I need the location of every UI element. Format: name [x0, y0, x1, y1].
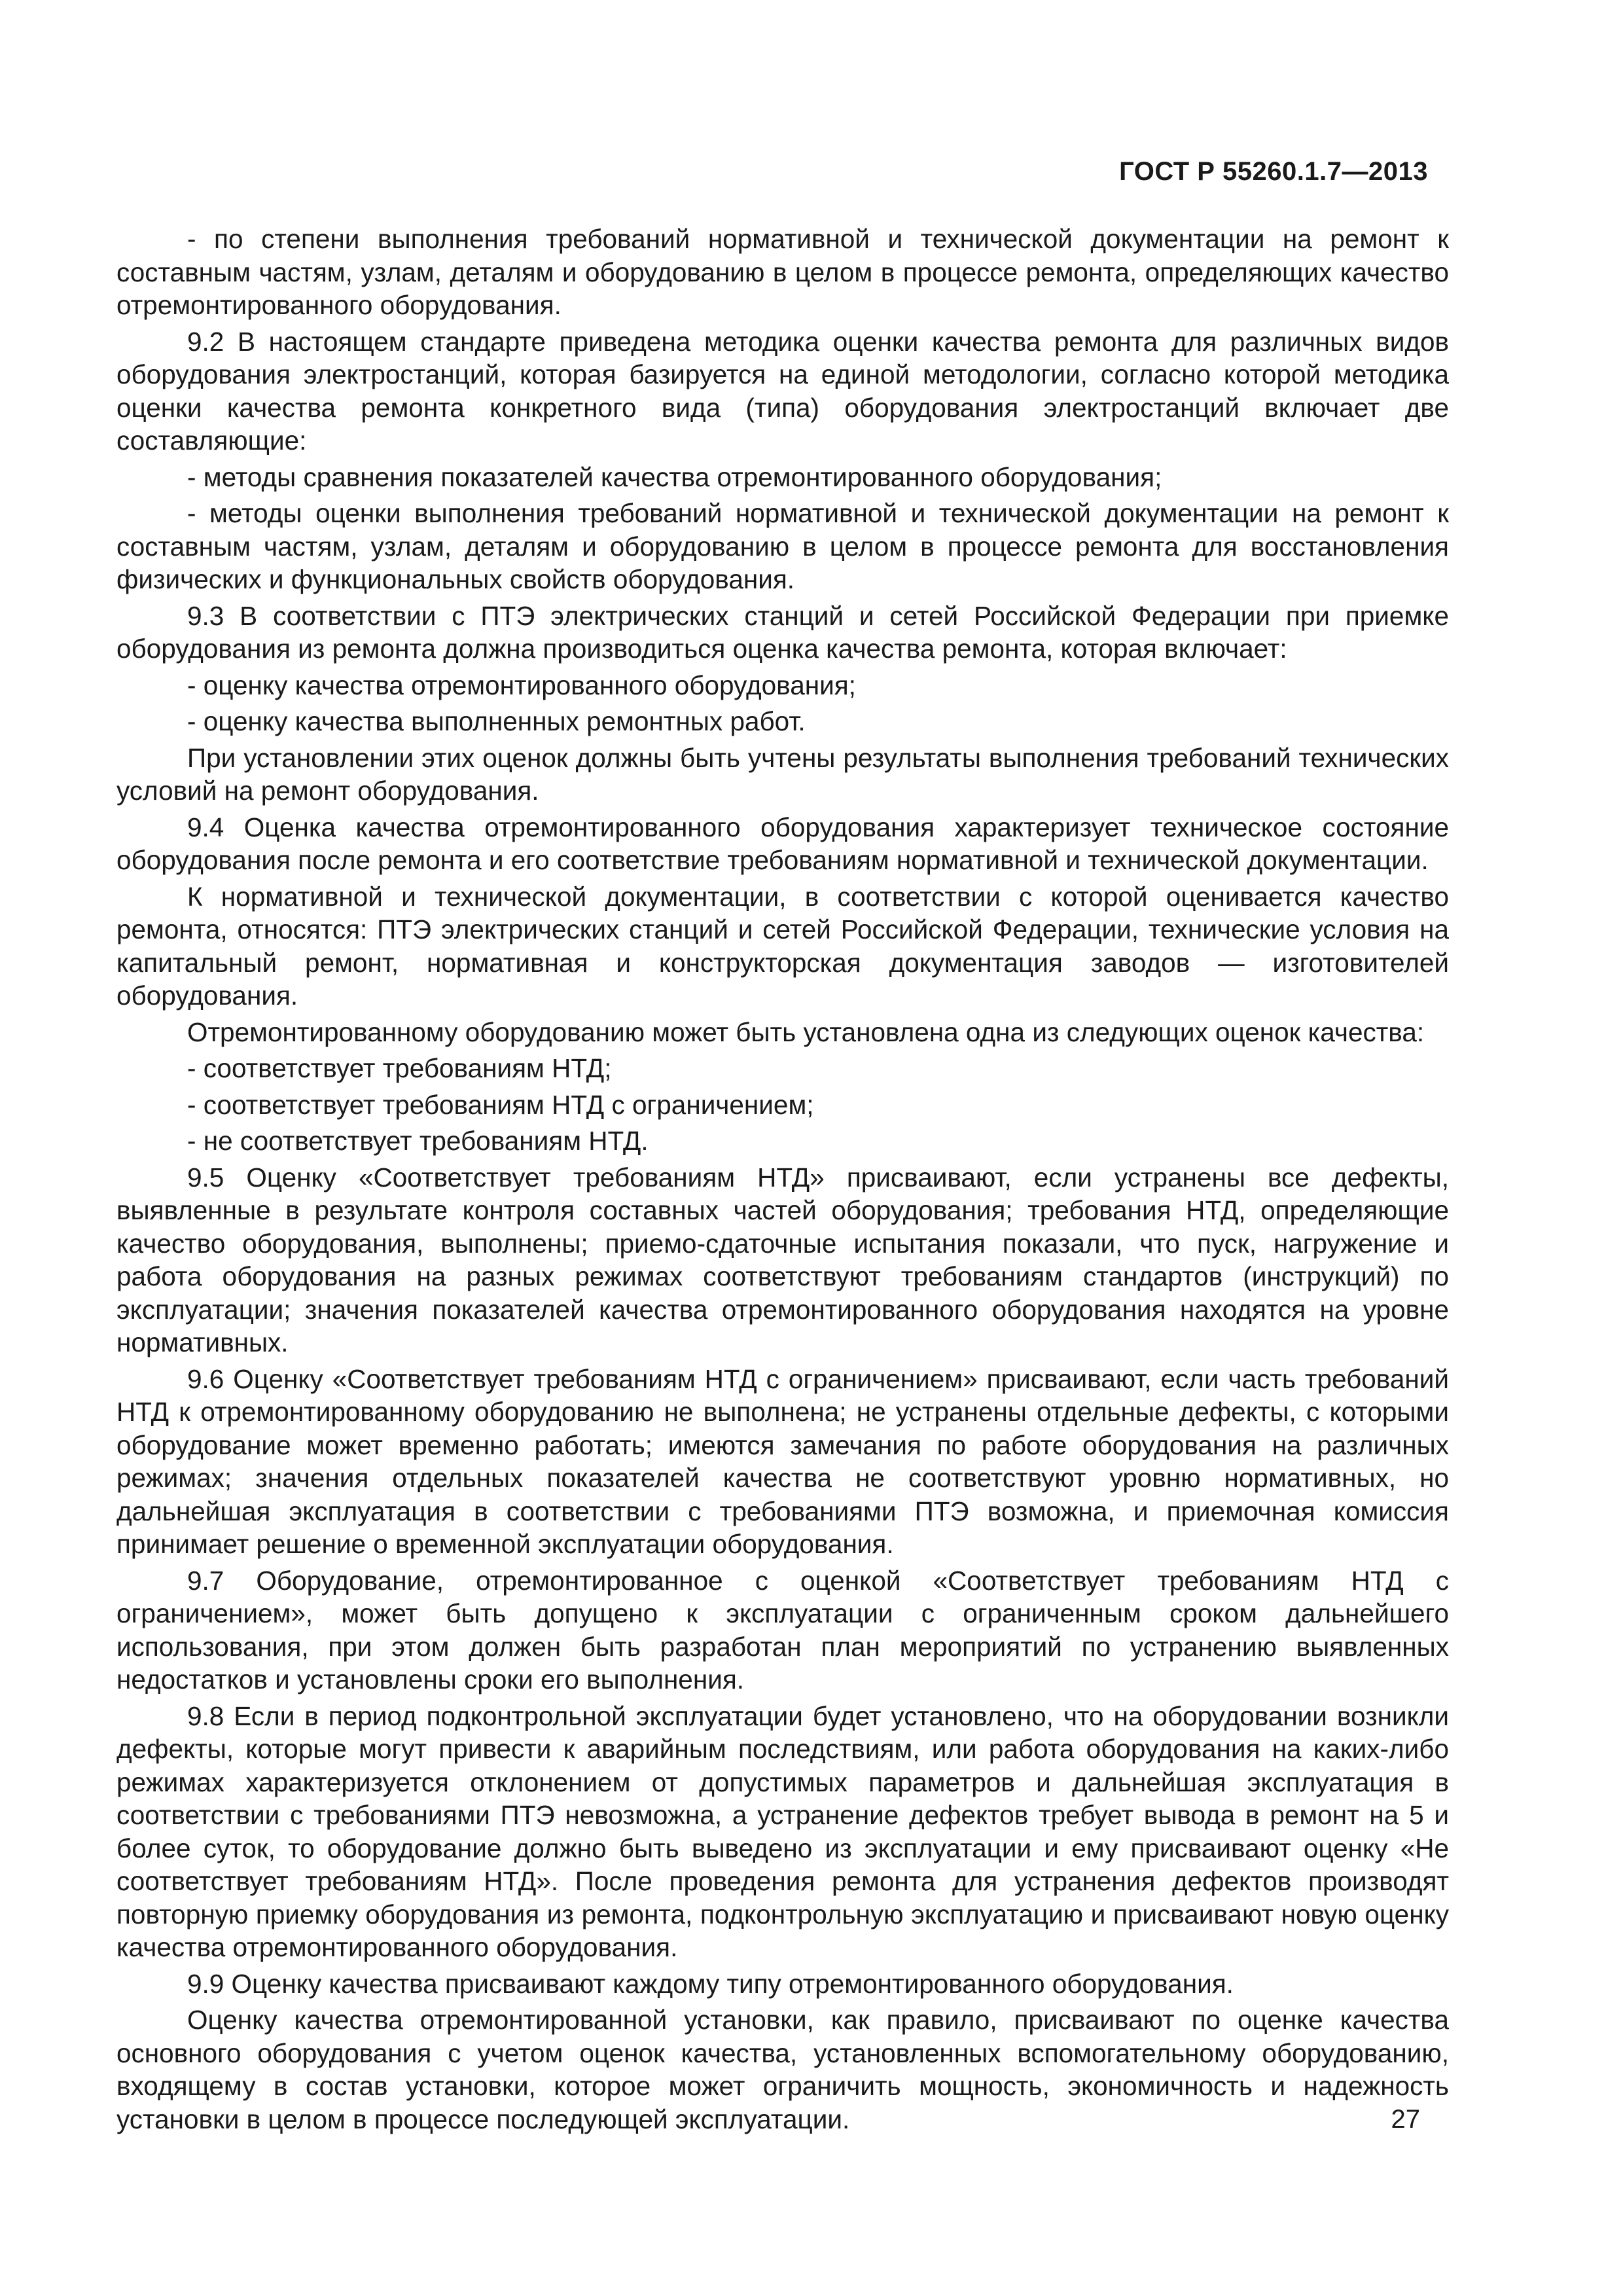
page-number: 27	[1391, 2105, 1420, 2134]
paragraph-9-5: 9.5 Оценку «Соответствует требованиям НТД» присваивают, если устранены все дефекты, выявленные в результате контроля составных частей оборудования; требования НТД, определяющие качество оборудования, выполнены; приемо-сдаточные испытания показали, что пуск, нагружение и работа оборудования на разных режимах соответствуют требованиям стандартов (инструкций) по эксплуатации; значения показателей качества отремонтированного оборудования находятся на уровне нормативных.	[116, 1162, 1449, 1357]
paragraph: Отремонтированному оборудованию может быть установлена одна из следующих оценок качества:	[187, 1016, 1425, 1047]
list-item: - соответствует требованиям НТД;	[187, 1053, 612, 1083]
list-item: - методы оценки выполнения требований нормативной и технической документации на ремонт к составным частям, узлам, деталям и оборудованию в целом в процессе ремонта для восстановления физических и функциональных свойств оборудования.	[116, 498, 1449, 594]
list-item: - оценку качества отремонтированного оборудования;	[187, 670, 856, 700]
paragraph-continuation: - по степени выполнения требований нормативной и технической документации на ремонт к составным частям, узлам, деталям и оборудованию в целом в процессе ремонта, определяющих качество отремонтированного оборудования.	[116, 224, 1449, 320]
list-item: - оценку качества выполненных ремонтных работ.	[187, 706, 806, 736]
document-id-header: ГОСТ Р 55260.1.7—2013	[1119, 157, 1428, 186]
paragraph-9-6: 9.6 Оценку «Соответствует требованиям НТД с ограничением» присваивают, если часть требований НТД к отремонтированному оборудованию не выполнена; не устранены отдельные дефекты, с которыми оборудование может временно работать; имеются замечания по работе оборудования на различных режимах; значения отдельных показателей качества не соответствуют уровню нормативных, но дальнейшая эксплуатация в соответствии с требованиями ПТЭ возможна, и приемочная комиссия принимает решение о временной эксплуатации оборудования.	[116, 1363, 1449, 1559]
list-item: - методы сравнения показателей качества отремонтированного оборудования;	[187, 461, 1162, 492]
paragraph-9-9: 9.9 Оценку качества присваивают каждому типу отремонтированного оборудования.	[187, 1968, 1234, 1999]
paragraph: Оценку качества отремонтированной установки, как правило, присваивают по оценке качества основного оборудования с учетом оценок качества, установленных вспомогательному оборудованию, входящему в состав установки, которое может ограничить мощность, экономичность и надежность установки в целом в процессе последующей эксплуатации.	[116, 2005, 1449, 2134]
paragraph-9-4: 9.4 Оценка качества отремонтированного оборудования характеризует техническое состояние оборудования после ремонта и его соответствие требованиям нормативной и технической документации.	[116, 812, 1449, 875]
paragraph-9-3: 9.3 В соответствии с ПТЭ электрических станций и сетей Российской Федерации при приемке оборудования из ремонта должна производиться оценка качества ремонта, которая включает:	[116, 600, 1449, 664]
paragraph: При установлении этих оценок должны быть учтены результаты выполнения требований технических условий на ремонт оборудования.	[116, 742, 1449, 806]
paragraph-9-2: 9.2 В настоящем стандарте приведена методика оценки качества ремонта для различных видов оборудования электростанций, которая базируется на единой методологии, согласно которой методика оценки качества ремонта конкретного вида (типа) оборудования электростанций включает две составляющие:	[116, 326, 1449, 456]
list-item: - не соответствует требованиям НТД.	[187, 1126, 649, 1156]
paragraph-9-8: 9.8 Если в период подконтрольной эксплуатации будет установлено, что на оборудовании возникли дефекты, которые могут привести к аварийным последствиям, или работа оборудования на каких-либо режимах характеризуется отклонением от допустимых параметров и дальнейшая эксплуатация в соответствии с требованиями ПТЭ невозможна, а устранение дефектов требует вывода в ремонт на 5 и более суток, то оборудование должно быть выведено из эксплуатации и ему присваивают оценку «Не соответствует требованиям НТД». После проведения ремонта для устранения дефектов производят повторную приемку оборудования из ремонта, подконтрольную эксплуатацию и присваивают новую оценку качества отремонтированного оборудования.	[116, 1700, 1449, 1962]
document-body	[116, 223, 1449, 2139]
list-item: - соответствует требованиям НТД с ограничением;	[187, 1089, 814, 1120]
paragraph: К нормативной и технической документации, в соответствии с которой оценивается качество ремонта, относятся: ПТЭ электрических станций и сетей Российской Федерации, технические условия на капитальный ремонт, нормативная и конструкторская документация заводов — изготовителей оборудования.	[116, 881, 1449, 1011]
paragraph-9-7: 9.7 Оборудование, отремонтированное с оценкой «Соответствует требованиям НТД с ограничением», может быть допущено к эксплуатации с ограниченным сроком дальнейшего использования, при этом должен быть разработан план мероприятий по устранению выявленных недостатков и установлены сроки его выполнения.	[116, 1565, 1449, 1695]
